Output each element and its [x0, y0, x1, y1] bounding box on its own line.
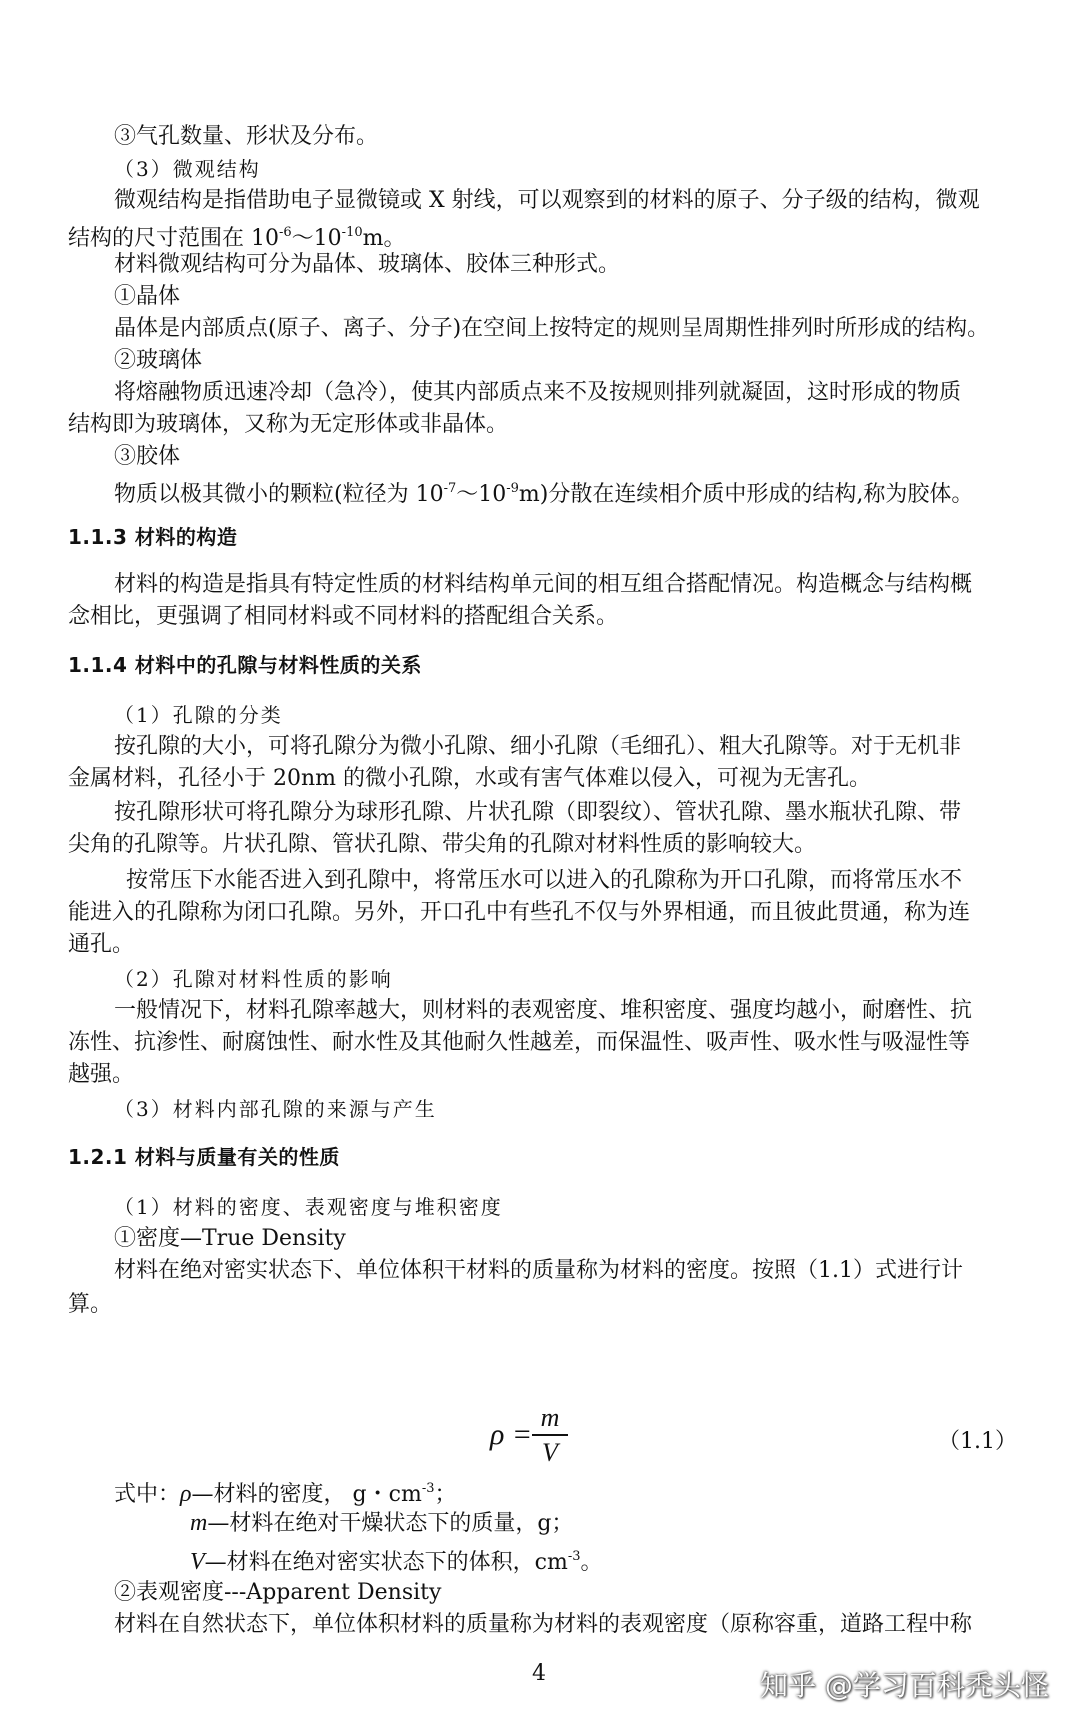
- subsection-heading-micro: （3）微观结构: [114, 157, 261, 181]
- text-line: 微观结构是指借助电子显微镜或 X 射线，可以观察到的材料的原子、分子级的结构，微观: [114, 188, 980, 213]
- text-line: 结构即为玻璃体，又称为无定形体或非晶体。: [68, 412, 509, 437]
- subsection-heading: （1）材料的密度、表观密度与堆积密度: [114, 1195, 503, 1219]
- text-line: 念相比，更强调了相同材料或不同材料的搭配组合关系。: [68, 604, 619, 629]
- text-line: 材料微观结构可分为晶体、玻璃体、胶体三种形式。: [114, 252, 621, 277]
- subsection-heading: （1）孔隙的分类: [114, 703, 283, 727]
- text-line: 越强。: [68, 1062, 135, 1087]
- text-line: 按常压下水能否进入到孔隙中，将常压水可以进入的孔隙称为开口孔隙，而将常压水不: [126, 868, 963, 893]
- text-line: 将熔融物质迅速冷却（急冷），使其内部质点来不及按规则排列就凝固，这时形成的物质: [114, 380, 962, 405]
- definition-line: 式中：ρ—材料的密度， g・$cm^{-3}$；: [114, 1481, 457, 1507]
- text-line: 金属材料，孔径小于 20nm 的微小孔隙，水或有害气体难以侵入，可视为无害孔。: [68, 766, 872, 791]
- definition-line: m—材料在绝对干燥状态下的质量，g；: [190, 1510, 574, 1536]
- formula-denominator: V: [542, 1438, 558, 1467]
- section-heading-1-1-4: 1.1.4 材料中的孔隙与材料性质的关系: [68, 653, 422, 677]
- text-line: 算。: [68, 1292, 113, 1317]
- text-line: ②玻璃体: [114, 348, 203, 373]
- text-line: 晶体是内部质点(原子、离子、分子)在空间上按特定的规则呈周期性排列时所形成的结构。: [114, 316, 990, 341]
- text-line: 材料的构造是指具有特定性质的材料结构单元间的相互组合搭配情况。构造概念与结构概: [114, 572, 973, 597]
- text-line: 能进入的孔隙称为闭口孔隙。另外，开口孔中有些孔不仅与外界相通，而且彼此贯通，称为连: [68, 900, 971, 925]
- text-line: ③气孔数量、形状及分布。: [114, 124, 379, 149]
- section-heading-1-2-1: 1.2.1 材料与质量有关的性质: [68, 1145, 340, 1169]
- text-line: ③胶体: [114, 444, 181, 469]
- formula-fraction: [530, 1402, 570, 1470]
- text-line: 尖角的孔隙等。片状孔隙、管状孔隙、带尖角的孔隙对材料性质的影响较大。: [68, 832, 817, 857]
- text-line: 材料在自然状态下，单位体积材料的质量称为材料的表观密度（原称容重，道路工程中称: [114, 1612, 973, 1637]
- page-number: 4: [532, 1661, 546, 1686]
- text-line: 冻性、抗渗性、耐腐蚀性、耐水性及其他耐久性越差，而保温性、吸声性、吸水性与吸湿性等: [68, 1030, 971, 1055]
- zhihu-watermark: 知乎 @学习百科秃头怪: [760, 1669, 1049, 1702]
- equation-number: （1.1）: [938, 1429, 1017, 1454]
- subsection-heading: （3）材料内部孔隙的来源与产生: [114, 1097, 437, 1121]
- text-line: 通孔。: [68, 932, 135, 957]
- text-line-with-exponents: 结构的尺寸范围在 $10^{-6}\sim 10^{-10}m$。: [68, 225, 406, 251]
- subsection-heading: （2）孔隙对材料性质的影响: [114, 967, 393, 991]
- text-line: 材料在绝对密实状态下、单位体积干材料的质量称为材料的密度。按照（1.1）式进行计: [114, 1258, 963, 1283]
- text-line: ②表观密度---Apparent Density: [114, 1580, 442, 1605]
- formula-numerator: m: [540, 1403, 560, 1432]
- formula-lhs: ρ =: [490, 1418, 533, 1451]
- section-heading-1-1-3: 1.1.3 材料的构造: [68, 525, 238, 549]
- text-line: ①密度—True Density: [114, 1226, 346, 1251]
- text-line-with-exponents: 物质以极其微小的颗粒(粒径为 $10^{-7}\sim 10^{-9}m$)分散在连续相介质中形成的结构,称为胶体。: [114, 481, 974, 507]
- text-line: ①晶体: [114, 284, 181, 309]
- text-line: 按孔隙的大小，可将孔隙分为微小孔隙、细小孔隙（毛细孔）、粗大孔隙等。对于无机非: [114, 734, 962, 759]
- text-line: 按孔隙形状可将孔隙分为球形孔隙、片状孔隙（即裂纹）、管状孔隙、墨水瓶状孔隙、带: [114, 800, 962, 825]
- text-line: 一般情况下，材料孔隙率越大，则材料的表观密度、堆积密度、强度均越小，耐磨性、抗: [114, 998, 973, 1023]
- definition-line: V—材料在绝对密实状态下的体积，$cm^{-3}$。: [190, 1549, 603, 1575]
